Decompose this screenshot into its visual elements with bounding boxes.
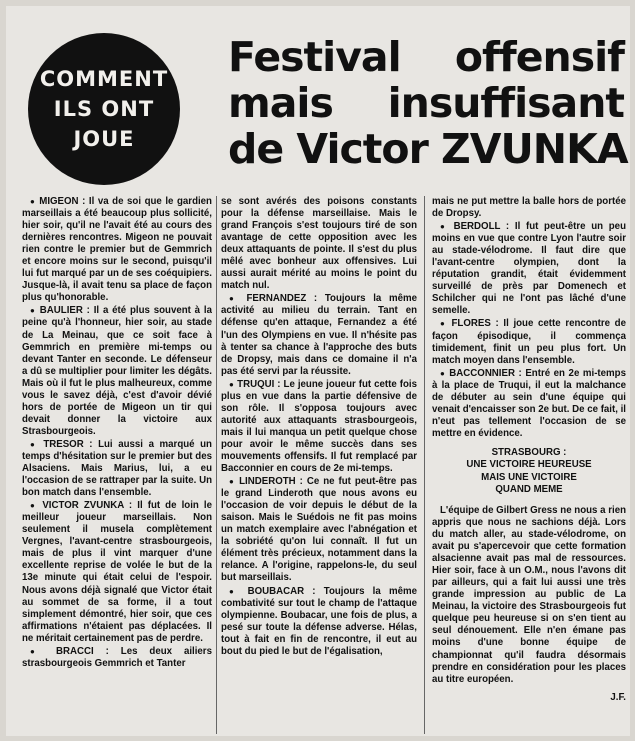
article-body (22, 196, 626, 734)
headline-line-2: mais insuffisant (228, 79, 624, 127)
paragraph-boubacar-cont: mais ne put mettre la balle hors de portée de Dropsy. (432, 196, 626, 220)
bullet-icon: ● (229, 294, 239, 304)
paragraph-flores: ● FLORES : Il joue cette rencontre de façon épisodique, il commença timidement, finit un peu plus fort. Un match moyen dans l'ensemble. (432, 318, 626, 366)
section-badge (28, 33, 180, 185)
headline-line-1: Festival offensif (228, 33, 624, 81)
paragraph-truqui: ● TRUQUI : Le jeune joueur fut cette fois plus en vue dans la partie défensive de son rôle. Il s'opposa toujours avec autorité aux attaquants strasbourgeois, mais il lui manqua un petit quelque chose pour avoir le même succès dans ses mouvements offensifs. Il fut remplacé par Bacconnier en cours de 2e mi-temps. (221, 378, 417, 475)
subheading: STRASBOURG : UNE VICTOIRE HEUREUSE MAIS UNE VICTOIRE QUAND MEME (466, 446, 592, 496)
badge-line-2: ILS ONT (53, 97, 155, 121)
column-1 (22, 196, 212, 734)
paragraph-tresor: ● TRESOR : Lui aussi a marqué un temps d'hésitation sur le premier but des Alsaciens. Mais Marius, lui, a eu l'occasion de se rattraper par la suite. Un bon match dans l'ensemble. (22, 438, 212, 499)
badge-line-1: COMMENT (39, 67, 169, 91)
bullet-icon: ● (30, 197, 36, 206)
paragraph-bracci: ● BRACCI : Les deux ailiers strasbourgeois Gemmrich et Tanter (22, 645, 212, 669)
newspaper-page (6, 6, 630, 736)
signature: J.F. (610, 691, 626, 703)
paragraph-bracci-cont: se sont avérés des poisons constants pour la défense marseillaise. Mais le grand François s'est toujours tiré de son avantage de cette opposition avec les deux attaquants de pointe. Il s'est du plus mêlé avec bonheur aux offensives. Lui aussi aurait mérité au moins le point du match nul. (221, 196, 417, 292)
paragraph-bacconnier: ● BACCONNIER : Entré en 2e mi-temps à la place de Truqui, il eut la malchance de débuter au sein d'une équipe qui venait d'encaisser son 2e but. De ce fait, il n'eut pas tellement l'occasion de se mettre en évidence. (432, 367, 626, 439)
bullet-icon: ● (229, 379, 235, 389)
bullet-icon: ● (30, 646, 45, 656)
bullet-icon: ● (440, 368, 446, 378)
column-3 (432, 196, 626, 734)
bullet-icon: ● (229, 477, 236, 487)
paragraph-berdoll: ● BERDOLL : Il fut peut-être un peu moins en vue que contre Lyon l'autre soir au stade-vélodrome. Il faut dire que l'avant-centre olympien, dont la réputation grandit, était évidemment surveillé de près par Domenech et Schilcher qui ne l'ont pas lâché d'une semelle. (432, 221, 626, 317)
paragraph-zvunka: ● VICTOR ZVUNKA : Il fut de loin le meilleur joueur marseillais. Non seulement il musela complètement Vergnes, l'avant-centre strasbourgeois, mais de plus il vint marquer d'une excellente reprise de volée le but de la 13e minute qui était celui de l'espoir. Nous avons déjà signalé que Victor était au sommet de sa forme, il a tout simplement démontré, hier soir, que ces affirmations n'étaient pas déplacées. Il ne méritait certainement pas de perdre. (22, 500, 212, 644)
bullet-icon: ● (440, 319, 447, 329)
bullet-icon: ● (229, 586, 240, 596)
headline-line-3: de Victor ZVUNKA (228, 125, 628, 173)
bullet-icon: ● (440, 222, 448, 232)
paragraph-migeon: ● MIGEON : Il va de soi que le gardien marseillais a été beaucoup plus sollicité, hier soir, qu'il ne l'avait été au cours des dernières rencontres. Migeon ne pouvait rien contre le premier but de Gemmrich et encore moins sur le second, puisqu'il lui fut marqué par un de ses coéquipiers. Jusque-là, il avait tenu sa place de façon plus qu'honorable. (22, 196, 212, 304)
badge-line-3: JOUE (73, 127, 135, 151)
paragraph-linderoth: ● LINDEROTH : Ce ne fut peut-être pas le grand Linderoth que nous avons eu l'occasion de voir depuis le début de la saison. Mais le Suédois ne fit pas moins un match exemplaire avec l'abnégation et la sobriété qu'on lui connaît. Il fut un élément très précieux, notamment dans la relance. A l'origine, rappelons-le, du seul but marseillais. (221, 476, 417, 584)
bullet-icon: ● (30, 306, 36, 316)
column-divider (424, 196, 425, 734)
paragraph-baulier: ● BAULIER : Il a été plus souvent à la peine qu'à l'honneur, hier soir, au stade de La Meinau, que ce soit face à Gemmrich en première mi-temps ou devant Tanter en seconde. Le défenseur a dû se multiplier pour limiter les dégâts. Mais où il fut le plus malheureux, comme vous le savez déjà, c'est d'avoir dévié hors de portée de Migeon un tir qui devait donner la victoire aux Strasbourgeois. (22, 305, 212, 437)
paragraph-fernandez: ● FERNANDEZ : Toujours la même activité au milieu du terrain. Tant en défense qu'en attaque, Fernandez a été l'un des Olympiens en vue. Il n'hésite pas à tenter sa chance à l'approche des buts de Dropsy, mais dans ce domaine il n'a pas été servi par la réussite. (221, 293, 417, 377)
column-divider (216, 196, 217, 734)
headline (228, 33, 628, 173)
paragraph-boubacar: ● BOUBACAR : Toujours la même combativité sur tout le champ de l'attaque olympienne. Boubacar, une fois de plus, a pesé sur toute la défense adverse. Hélas, tout à fait en fin de rencontre, il eut au bout du pied le but de l'égalisation, (221, 585, 417, 657)
bullet-icon: ● (30, 501, 38, 511)
column-2 (221, 196, 417, 734)
bullet-icon: ● (30, 439, 38, 449)
paragraph-strasbourg: L'équipe de Gilbert Gress ne nous a rien appris que nous ne sachions déjà. Lors du match aller, au stade-vélodrome, on avait pu s'apercevoir que cette formation alsacienne avait pas mal de ressources. Hier soir, face à un O.M., nous l'avons dit par ailleurs, qui a fait lui aussi une très grande impression au public de La Meinau, la victoire des Strasbourgeois fut quelque peu heureuse si on s'en tient au seul dénouement. Elle n'en émane pas moins d'une bonne équipe de championnat qu'il faudra désormais prendre en considération pour les places au titre européen. (432, 504, 626, 685)
